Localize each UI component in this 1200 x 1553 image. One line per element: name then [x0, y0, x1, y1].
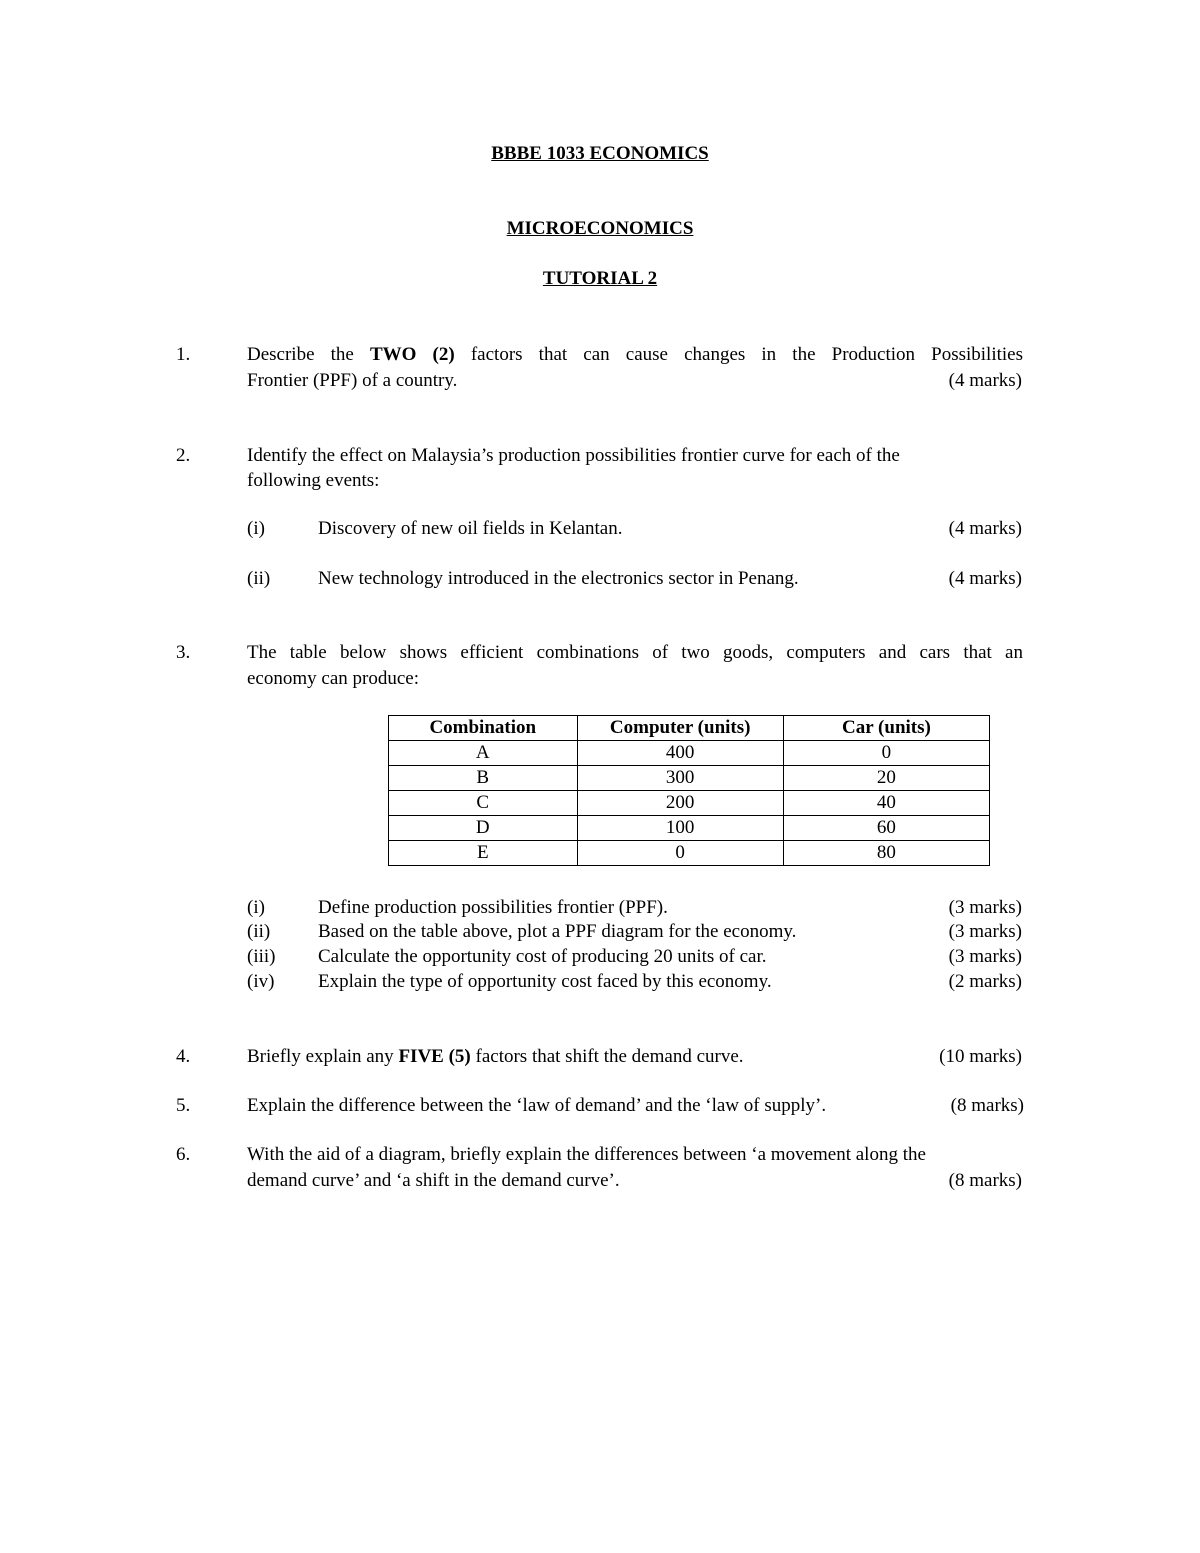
- table-row: [389, 816, 990, 841]
- emphasis-text: FIVE (5): [398, 1046, 471, 1067]
- part-label: (ii): [247, 921, 271, 942]
- marks-label: (2 marks): [948, 971, 1022, 992]
- question-text-line: [247, 344, 1023, 366]
- emphasis-text: TWO (2): [369, 344, 455, 365]
- table-row: [389, 741, 990, 766]
- marks-label: (3 marks): [948, 921, 1022, 942]
- text-segment: Describe the: [247, 344, 370, 365]
- marks-label: (8 marks): [950, 1095, 1024, 1116]
- table-cell: 20: [783, 766, 989, 791]
- table-row: [389, 791, 990, 816]
- marks-label: (3 marks): [948, 946, 1022, 967]
- question-text-line: following events:: [247, 470, 380, 491]
- part-label: (ii): [247, 568, 271, 589]
- question-text-line: The table below shows efficient combinations of two goods, computers and cars that an: [247, 642, 1023, 663]
- question-number: 6.: [176, 1144, 191, 1165]
- question-text-line: Identify the effect on Malaysia’s production possibilities frontier curve for each of the: [247, 445, 900, 466]
- text-segment: factors that can cause changes in the Production Possibilities: [454, 344, 1023, 365]
- combinations-table: [388, 715, 990, 866]
- column-header: Computer (units): [577, 716, 783, 741]
- question-text-line: With the aid of a diagram, briefly explain the differences between ‘a movement along the: [247, 1144, 926, 1165]
- part-text: Define production possibilities frontier (PPF).: [318, 897, 668, 918]
- question-text-line: Explain the difference between the ‘law of demand’ and the ‘law of supply’.: [247, 1095, 827, 1116]
- table-cell: E: [389, 841, 578, 866]
- marks-label: (4 marks): [948, 568, 1022, 589]
- table-cell: 0: [783, 741, 989, 766]
- table-cell: B: [389, 766, 578, 791]
- marks-label: (10 marks): [939, 1046, 1022, 1067]
- table-cell: 300: [577, 766, 783, 791]
- question-number: 3.: [176, 642, 191, 663]
- table-cell: 0: [577, 841, 783, 866]
- table-cell: 100: [577, 816, 783, 841]
- marks-label: (4 marks): [948, 518, 1022, 539]
- text-segment: factors that shift the demand curve.: [470, 1046, 744, 1067]
- question-text-line: demand curve’ and ‘a shift in the demand curve’.: [247, 1170, 620, 1191]
- table-cell: C: [389, 791, 578, 816]
- part-label: (iv): [247, 971, 275, 992]
- part-text: New technology introduced in the electronics sector in Penang.: [318, 568, 799, 589]
- marks-label: (3 marks): [948, 897, 1022, 918]
- part-text: Calculate the opportunity cost of producing 20 units of car.: [318, 946, 767, 967]
- question-number: 4.: [176, 1046, 191, 1067]
- text-segment: Briefly explain any: [247, 1046, 399, 1067]
- part-text: Based on the table above, plot a PPF diagram for the economy.: [318, 921, 797, 942]
- page-subtitle: MICROECONOMICS: [506, 218, 694, 239]
- table-header-row: [389, 716, 990, 741]
- table-cell: 40: [783, 791, 989, 816]
- marks-label: (8 marks): [948, 1170, 1022, 1191]
- table-row: [389, 841, 990, 866]
- part-text: Discovery of new oil fields in Kelantan.: [318, 518, 623, 539]
- question-text-line: Frontier (PPF) of a country.: [247, 370, 458, 391]
- table-cell: 200: [577, 791, 783, 816]
- column-header: Combination: [389, 716, 578, 741]
- table-cell: A: [389, 741, 578, 766]
- part-label: (i): [247, 897, 265, 918]
- question-text-line: [247, 1046, 1023, 1068]
- page-title: BBBE 1033 ECONOMICS: [491, 143, 709, 164]
- table-row: [389, 766, 990, 791]
- table-cell: 80: [783, 841, 989, 866]
- question-number: 5.: [176, 1095, 191, 1116]
- part-label: (iii): [247, 946, 276, 967]
- question-number: 2.: [176, 445, 191, 466]
- part-text: Explain the type of opportunity cost faced by this economy.: [318, 971, 772, 992]
- tutorial-heading: TUTORIAL 2: [542, 268, 658, 289]
- part-label: (i): [247, 518, 265, 539]
- question-number: 1.: [176, 344, 191, 365]
- column-header: Car (units): [783, 716, 989, 741]
- table-cell: 400: [577, 741, 783, 766]
- question-text-line: economy can produce:: [247, 668, 419, 689]
- marks-label: (4 marks): [948, 370, 1022, 391]
- table-cell: 60: [783, 816, 989, 841]
- table-cell: D: [389, 816, 578, 841]
